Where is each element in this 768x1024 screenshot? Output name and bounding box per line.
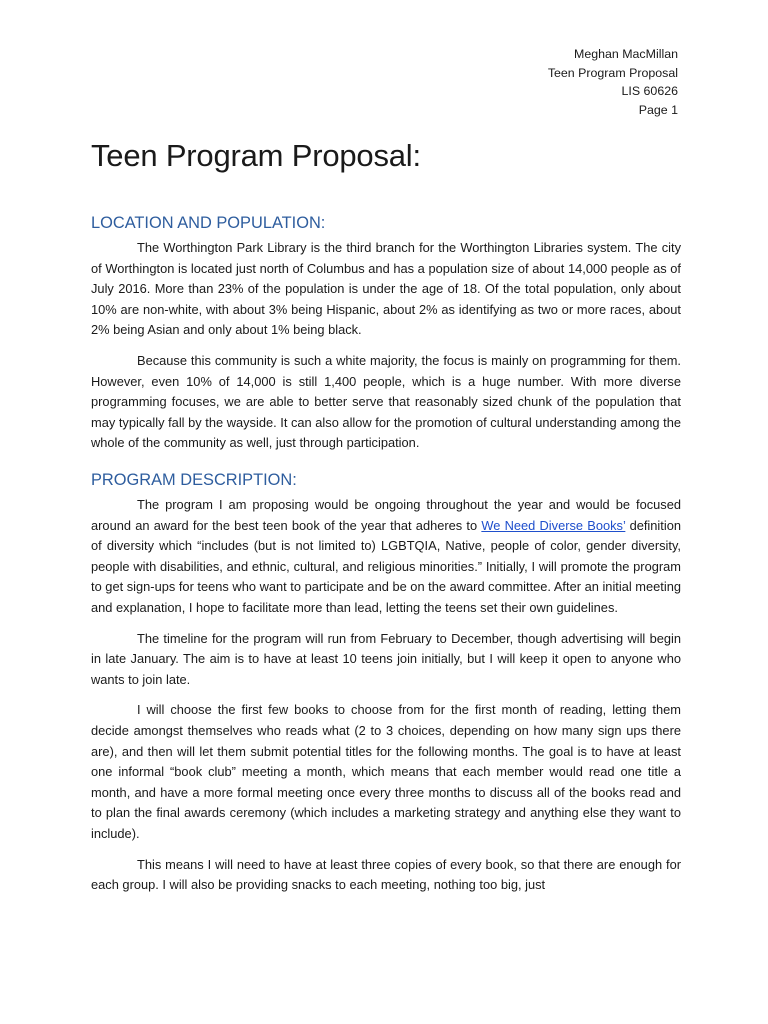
header-doc-label: Teen Program Proposal xyxy=(547,65,678,80)
paragraph-text: definition of diversity which “includes (but is not limited to) LGBTQIA, Native, people of color, gender diversity, people with disabilities, and ethnic, cultural, and religious minorities.” Initially, I will promote the program to get sign-ups for teens who want to participate and be on the award committee. After an initial meeting and explanation, I hope to facilitate more than lead, letting the teens set their own guidelines. xyxy=(91,517,681,615)
section-heading: LOCATION AND POPULATION: xyxy=(91,214,326,232)
paragraph-with-link xyxy=(91,495,681,619)
document-title: Teen Program Proposal: xyxy=(91,138,421,173)
course-code: LIS 60626 xyxy=(621,84,678,98)
paragraph: Because this community is such a white majority, the focus is mainly on programming for them. However, even 10% of 14,000 is still 1,400 people, which is a huge number. With more diverse programming focuses, we are able to better serve that reasonably sized chunk of the population that may typically fall by the wayside. It can also allow for the promotion of cultural understanding among the whole of the community as well, just through participation. xyxy=(91,352,681,451)
page-number: Page 1 xyxy=(638,102,678,117)
section-program-description xyxy=(91,468,681,896)
we-need-diverse-books-link[interactable]: We Need Diverse Books’ xyxy=(481,517,626,533)
author-name: Meghan MacMillan xyxy=(574,47,678,61)
document-header xyxy=(548,45,678,119)
paragraph: This means I will need to have at least three copies of every book, so that there are enough for each group. I will also be providing snacks to each meeting, nothing too big, just xyxy=(91,856,681,893)
paragraph: The Worthington Park Library is the third branch for the Worthington Libraries system. The city of Worthington is located just north of Columbus and has a population size of about 14,000 people as of July 2016. More than 23% of the population is under the age of 18. Of the total population, only about 10% are non-white, with about 3% being Hispanic, about 2% as identifying as two or more races, about 2% being Asian and only about 1% being black. xyxy=(91,240,681,338)
section-heading: PROGRAM DESCRIPTION: xyxy=(91,471,297,489)
paragraph-text: The program I am proposing would be ongoing throughout the year and would be focused around an award for the best teen book of the year that adheres to xyxy=(91,497,681,533)
section-location-population xyxy=(91,211,681,454)
paragraph: The timeline for the program will run from February to December, though advertising will begin in late January. The aim is to have at least 10 teens join initially, but I will keep it open to anyone who wants to join late. xyxy=(91,630,681,687)
paragraph: I will choose the first few books to choose from for the first month of reading, letting them decide amongst themselves who reads what (2 to 3 choices, depending on how many sign ups there are), and then will let them submit potential titles for the following months. The goal is to have at least one informal “book club” meeting a month, which means that each member would read one title a month, and have a more formal meeting once every three months to discuss all of the books read and to plan the final awards ceremony (which includes a marketing strategy and anything else they want to include). xyxy=(91,702,681,841)
